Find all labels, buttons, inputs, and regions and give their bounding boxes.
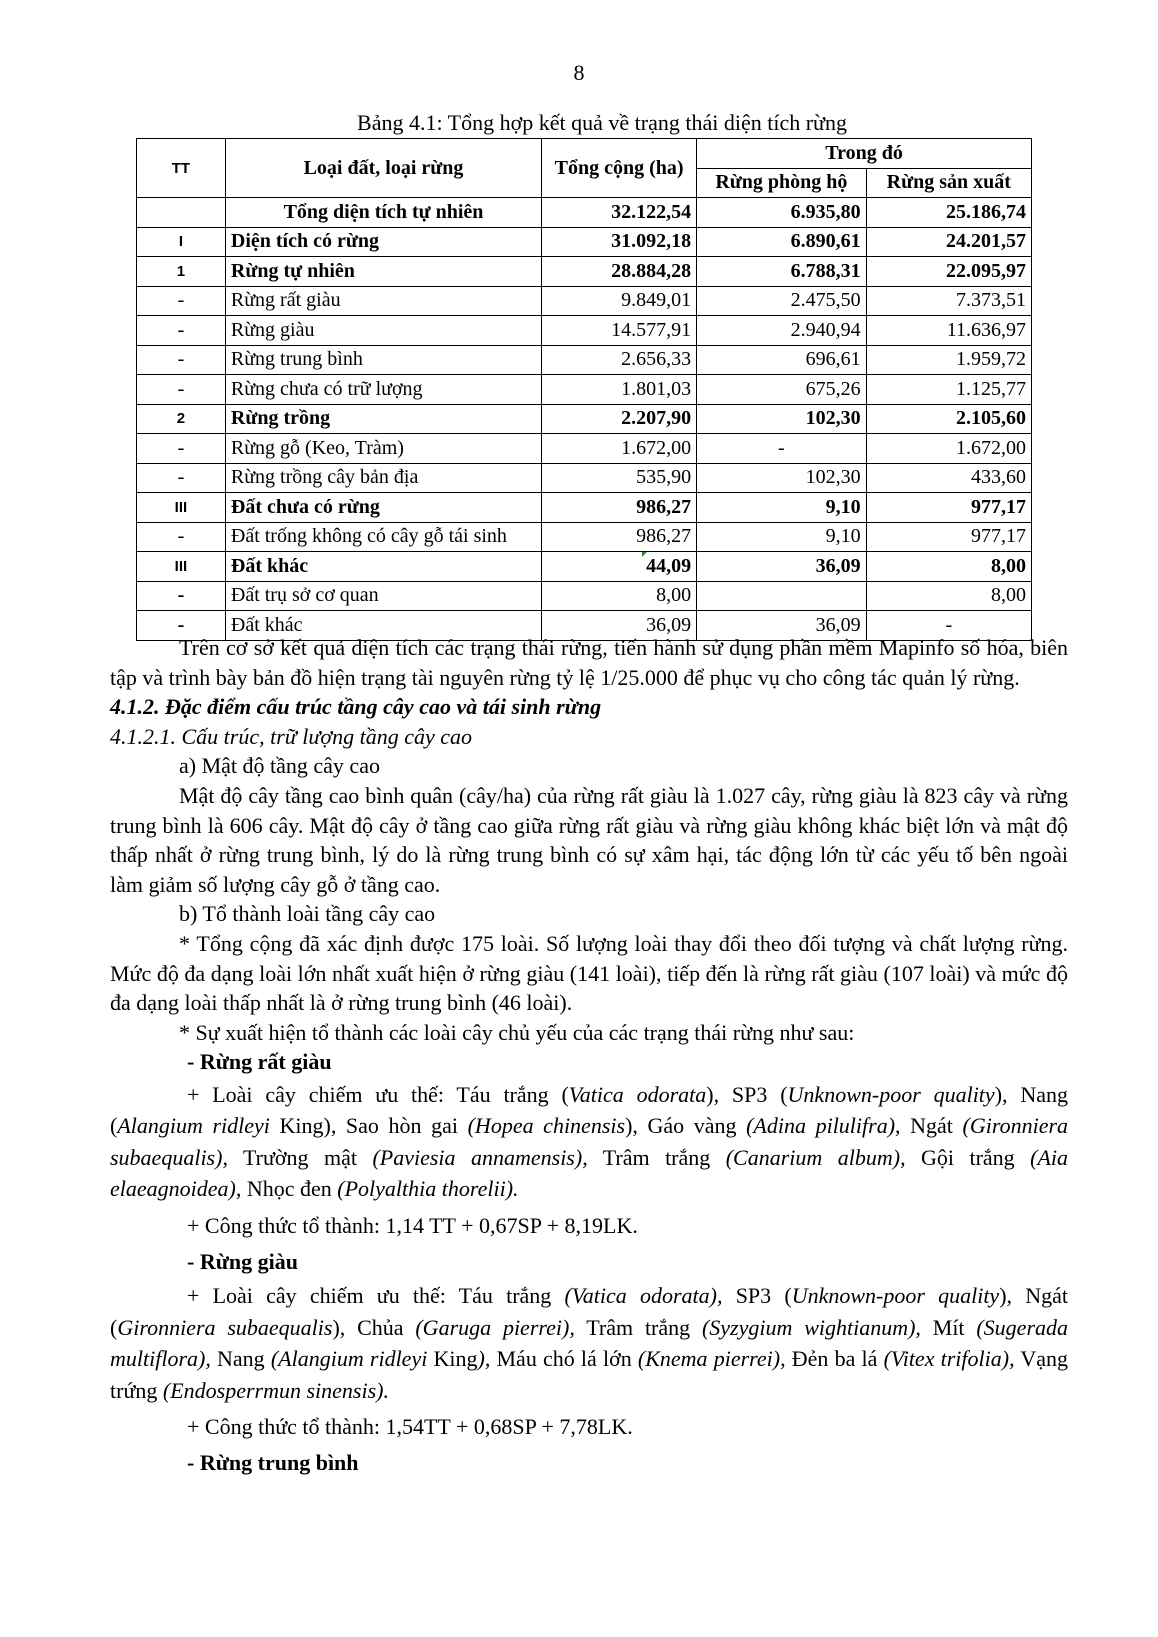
- table-row: Tổng diện tích tự nhiên 32.122,54 6.935,80 25.186,74: [137, 198, 1032, 228]
- page-number: 8: [573, 60, 585, 85]
- paragraph-very-rich-species: + Loài cây chiếm ưu thế: Táu trắng (Vatica odorata), SP3 (Unknown-poor quality), Nang (Alangium ridleyi King), Sao hòn gai (Hopea chinensis), Gáo vàng (Adina pilulifra), Ngát (Gironniera subaequalis), Trường mật (Paviesia annamensis), Trâm trắng (Canarium album), Gội trắng (Aia elaeagnoidea), Nhọc đen (Polyalthia thorelii).: [110, 1081, 1069, 1202]
- table-row: - Đất trống không có cây gỗ tái sinh 986,27 9,10 977,17: [137, 522, 1032, 552]
- header-protection: Rừng phòng hộ: [697, 168, 866, 198]
- heading-4-1-2: 4.1.2. Đặc điểm cấu trúc tầng cây cao và tái sinh rừng: [110, 694, 602, 720]
- table-row: - Rừng gỗ (Keo, Tràm) 1.672,00 - 1.672,00: [137, 434, 1032, 464]
- paragraph-density: Mật độ cây tầng cao bình quân (cây/ha) của rừng rất giàu là 1.027 cây, rừng giàu là 823 cây và rừng trung bình là 606 cây. Mật độ cây ở tầng cao giữa rừng rất giàu và rừng giàu không khác biệt lớn và mật độ thấp nhất ở rừng trung bình, lý do là rừng trung bình có sự xâm hại, tác động lớn từ các yếu tố bên ngoài làm giảm số lượng cây gỗ ở tầng cao.: [110, 782, 1068, 897]
- table-row: - Rừng rất giàu 9.849,01 2.475,50 7.373,51: [137, 286, 1032, 316]
- formula-rich: + Công thức tổ thành: 1,54TT + 0,68SP + 7,78LK.: [187, 1414, 633, 1440]
- cell-comment-marker: [642, 552, 647, 557]
- paragraph-rich-species: + Loài cây chiếm ưu thế: Táu trắng (Vatica odorata), SP3 (Unknown-poor quality), Ngát (Gironniera subaequalis), Chủa (Garuga pierrei), Trâm trắng (Syzygium wightianum), Mít (Sugerada multiflora), Nang (Alangium ridleyi King), Máu chó lá lớn (Knema pierrei), Đẻn ba lá (Vitex trifolia), Vạng trứng (Endosperrmun sinensis).: [110, 1283, 1069, 1403]
- table-row: 2 Rừng trồng 2.207,90 102,30 2.105,60: [137, 404, 1032, 434]
- header-tt: TT: [137, 139, 226, 198]
- heading-very-rich: - Rừng rất giàu: [187, 1049, 332, 1075]
- heading-rich: - Rừng giàu: [187, 1248, 298, 1274]
- paragraph-appearance: * Sự xuất hiện tổ thành các loài cây chủ yếu của các trạng thái rừng như sau:: [179, 1019, 855, 1045]
- subheading-b: b) Tổ thành loài tầng cây cao: [179, 901, 436, 927]
- table-caption: Bảng 4.1: Tổng hợp kết quả về trạng thái diện tích rừng: [357, 110, 847, 135]
- table-row: 1 Rừng tự nhiên 28.884,28 6.788,31 22.095,97: [137, 257, 1032, 287]
- subheading-a: a) Mật độ tầng cây cao: [179, 753, 380, 779]
- table-row: - Đất trụ sở cơ quan 8,00 8,00: [137, 581, 1032, 611]
- header-type: Loại đất, loại rừng: [225, 139, 541, 198]
- table-row: III Đất chưa có rừng 986,27 9,10 977,17: [137, 493, 1032, 523]
- heading-4-1-2-1: 4.1.2.1. Cấu trúc, trữ lượng tầng cây cao: [110, 723, 473, 749]
- header-production: Rừng sản xuất: [866, 168, 1031, 198]
- header-total: Tổng cộng (ha): [542, 139, 697, 198]
- table-row: III Đất khác 44,09 36,09 8,00: [137, 552, 1032, 582]
- table-row: - Đất khác 36,09 36,09 -: [137, 611, 1032, 641]
- document-body: [110, 633, 1068, 1477]
- paragraph-species: * Tổng cộng đã xác định được 175 loài. Số lượng loài thay đổi theo đối tượng và chất lượng rừng. Mức độ đa dạng loài lớn nhất xuất hiện ở rừng giàu (141 loài), tiếp đến là rừng rất giàu (107 loài) và mức độ đa dạng loài thấp nhất là ở rừng trung bình (46 loài).: [110, 930, 1068, 1016]
- header-group: Trong đó: [697, 139, 1032, 169]
- heading-medium: - Rừng trung bình: [187, 1449, 359, 1475]
- table-row: - Rừng chưa có trữ lượng 1.801,03 675,26 1.125,77: [137, 375, 1032, 405]
- table-row: - Rừng trung bình 2.656,33 696,61 1.959,72: [137, 345, 1032, 375]
- forest-area-table: [136, 138, 1032, 641]
- paragraph-intro: Trên cơ sở kết quả diện tích các trạng thái rừng, tiến hành sử dụng phần mềm Mapinfo số hóa, biên tập và trình bày bản đồ hiện trạng tài nguyên rừng tỷ lệ 1/25.000 để phục vụ cho công tác quản lý rừng.: [110, 635, 1068, 690]
- table-row: I Diện tích có rừng 31.092,18 6.890,61 24.201,57: [137, 227, 1032, 257]
- table-row: - Rừng trồng cây bản địa 535,90 102,30 433,60: [137, 463, 1032, 493]
- table-row: - Rừng giàu 14.577,91 2.940,94 11.636,97: [137, 316, 1032, 346]
- formula-very-rich: + Công thức tổ thành: 1,14 TT + 0,67SP + 8,19LK.: [187, 1212, 638, 1238]
